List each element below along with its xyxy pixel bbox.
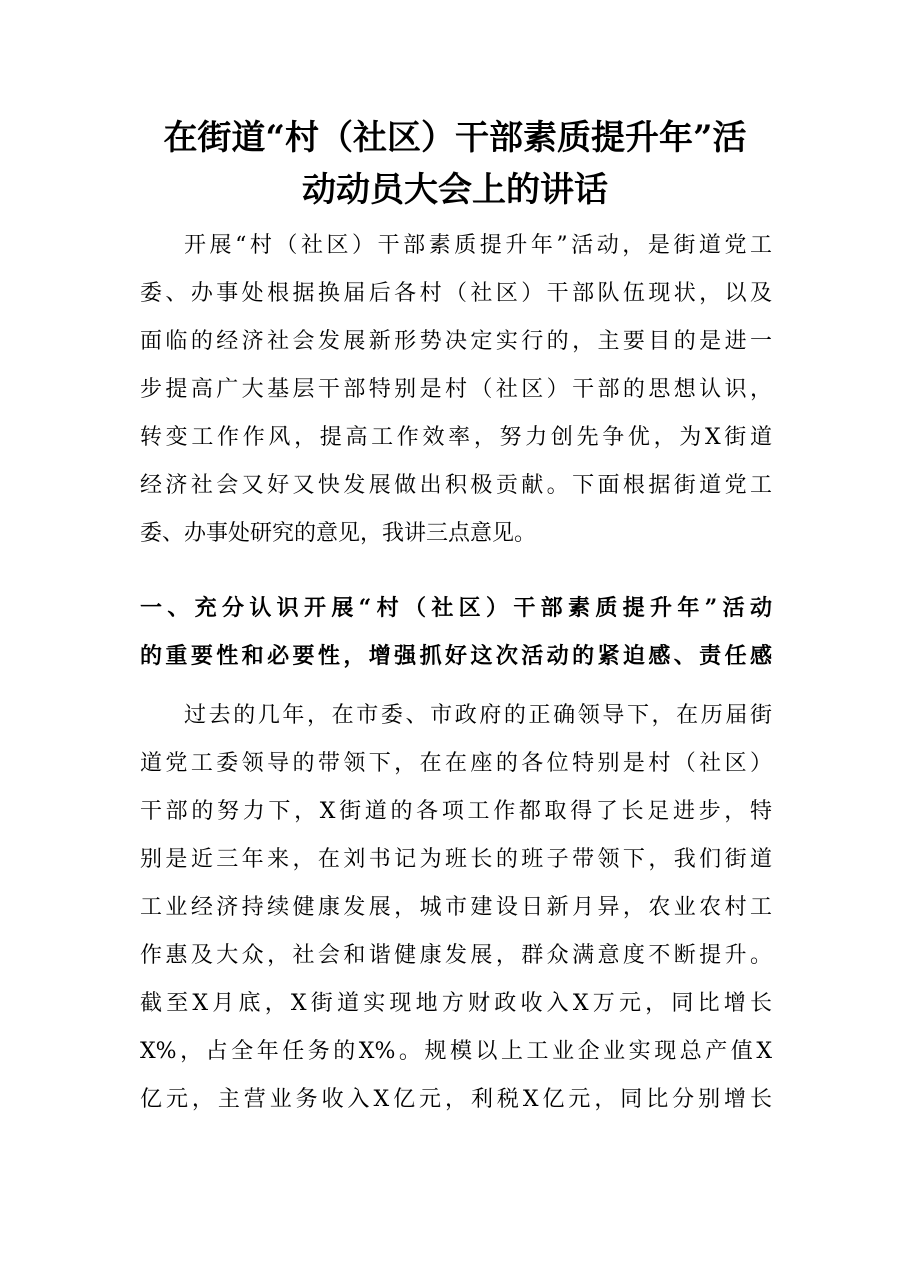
- title-line: 在街道“村（社区）干部素质提升年”活: [163, 118, 747, 158]
- paragraph-line: 亿元，主营业务收入X亿元，利税X亿元，同比分别增长: [140, 1087, 772, 1112]
- paragraph-line: 委、办事处研究的意见，我讲三点意见。: [140, 521, 537, 546]
- paragraph-line: 工业经济持续健康发展，城市建设日新月异，农业农村工: [140, 895, 772, 920]
- paragraph-line: 别是近三年来，在刘书记为班长的班子带领下，我们街道: [140, 847, 772, 872]
- paragraph-line: 步提高广大基层干部特别是村（社区）干部的思想认识，: [140, 377, 772, 402]
- paragraph-intro: [140, 222, 772, 558]
- paragraph-line: 转变工作作风，提高工作效率，努力创先争优，为X街道: [140, 425, 772, 450]
- paragraph-achievements: [140, 692, 772, 1124]
- paragraph-line: 作惠及大众，社会和谐健康发展，群众满意度不断提升。: [140, 943, 772, 968]
- paragraph-line: 干部的努力下，X街道的各项工作都取得了长足进步，特: [140, 799, 772, 824]
- paragraph-line: 委、办事处根据换届后各村（社区）干部队伍现状，以及: [140, 281, 772, 306]
- title-line: 动动员大会上的讲话: [302, 170, 608, 210]
- paragraph-line: 截至X月底，X街道实现地方财政收入X万元，同比增长: [140, 991, 772, 1016]
- section-heading-1: [140, 584, 772, 680]
- paragraph-line: 开展“村（社区）干部素质提升年”活动，是街道党工: [184, 233, 772, 258]
- paragraph-line: 面临的经济社会发展新形势决定实行的，主要目的是进一: [140, 329, 772, 354]
- document-title: [130, 112, 780, 216]
- heading-line: 的重要性和必要性，增强抓好这次活动的紧迫感、责任感: [140, 643, 772, 669]
- paragraph-line: 经济社会又好又快发展做出积极贡献。下面根据街道党工: [140, 473, 772, 498]
- paragraph-line: 道党工委领导的带领下，在在座的各位特别是村（社区）: [140, 751, 772, 776]
- paragraph-line: X%，占全年任务的X%。规模以上工业企业实现总产值X: [140, 1039, 772, 1064]
- paragraph-line: 过去的几年，在市委、市政府的正确领导下，在历届街: [184, 703, 772, 728]
- heading-line: 一、充分认识开展“村（社区）干部素质提升年”活动: [140, 595, 772, 621]
